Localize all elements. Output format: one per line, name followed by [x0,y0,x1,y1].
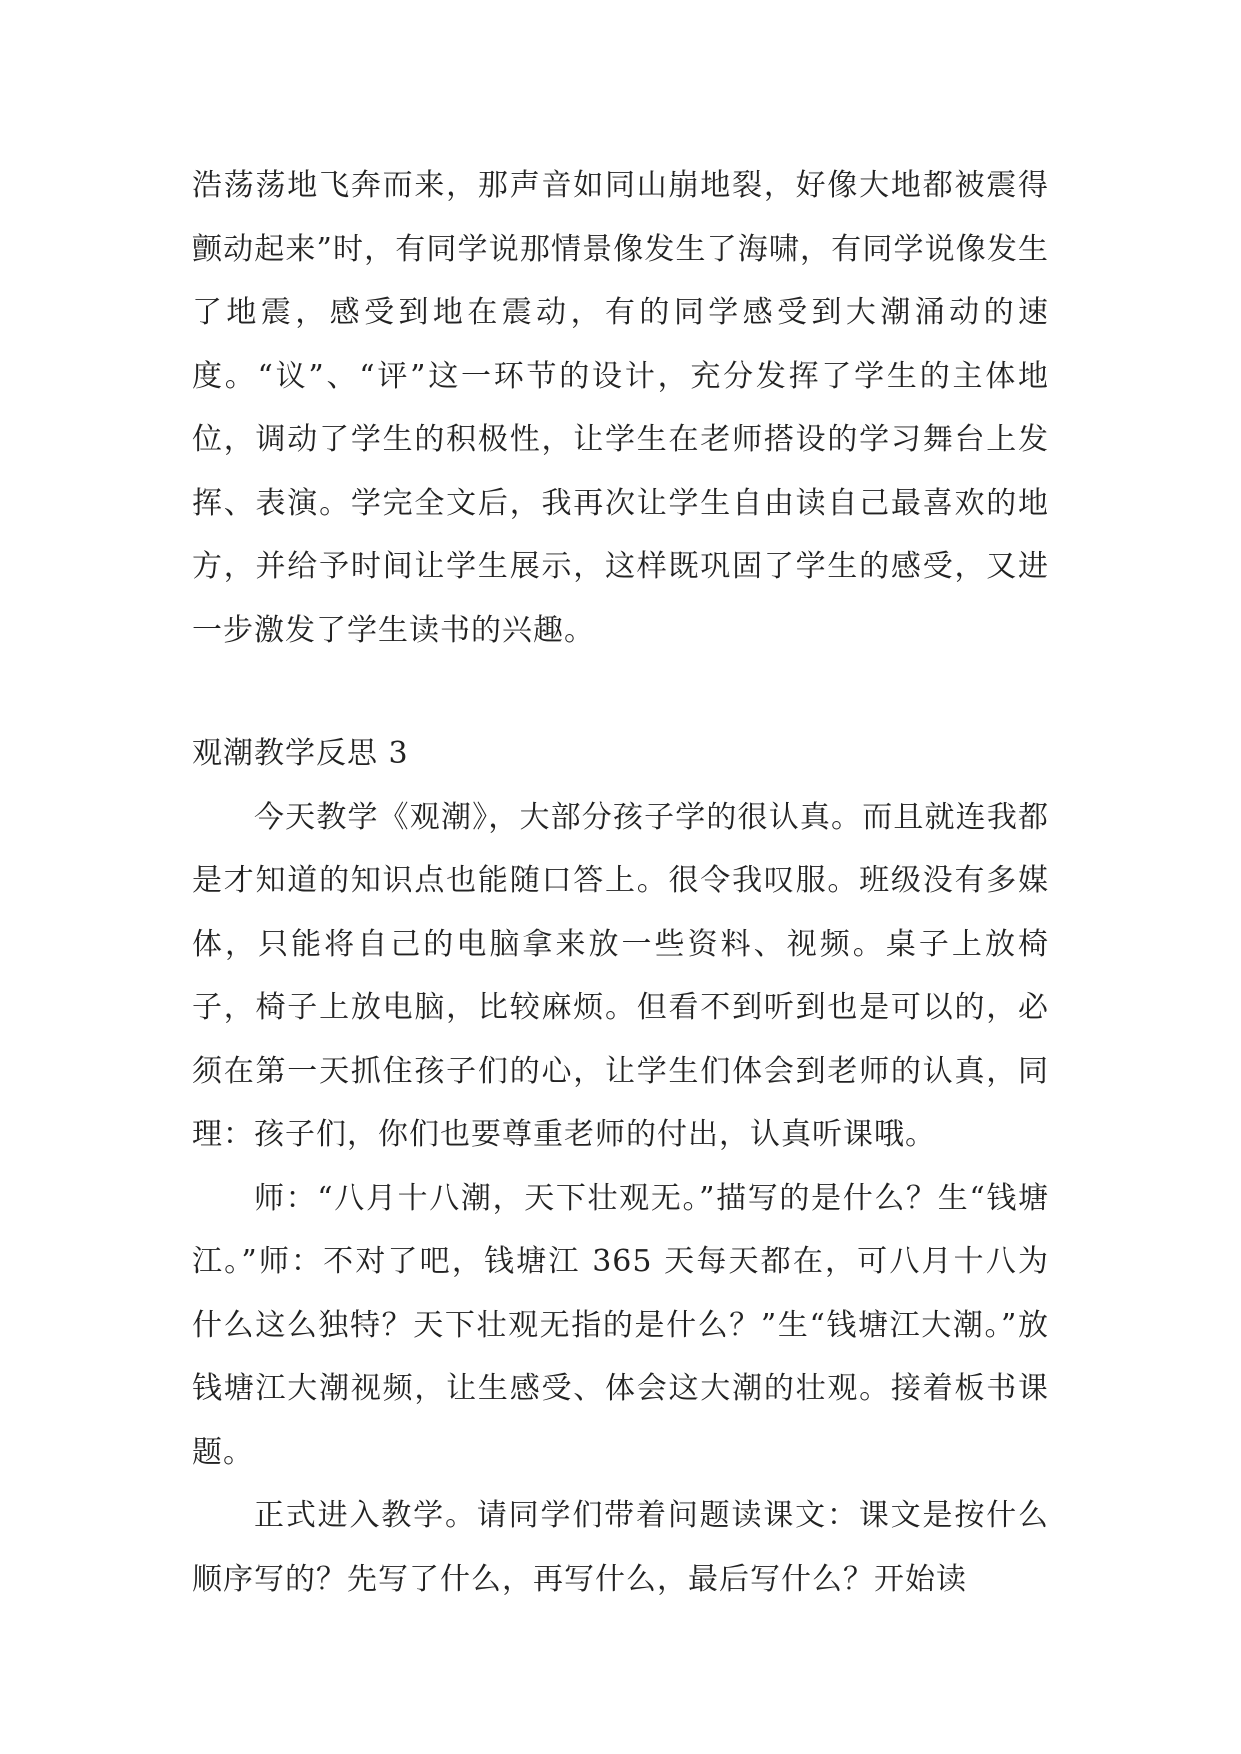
paragraph-continued: 浩荡荡地飞奔而来，那声音如同山崩地裂，好像大地都被震得颤动起来”时，有同学说那情景像发生了海啸，有同学说像发生了地震，感受到地在震动，有的同学感受到大潮涌动的速度。“议”、“评”这一环节的设计，充分发挥了学生的主体地位，调动了学生的积极性，让学生在老师搭设的学习舞台上发挥、表演。学完全文后，我再次让学生自由读自己最喜欢的地方，并给予时间让学生展示，这样既巩固了学生的感受，又进一步激发了学生读书的兴趣。 [192,168,1049,648]
paragraph: 今天教学《观潮》，大部分孩子学的很认真。而且就连我都是才知道的知识点也能随口答上。很令我叹服。班级没有多媒体，只能将自己的电脑拿来放一些资料、视频。桌子上放椅子，椅子上放电脑，比较麻烦。但看不到听到也是可以的，必须在第一天抓住孩子们的心，让学生们体会到老师的认真，同理：孩子们，你们也要尊重老师的付出，认真听课哦。 [192,799,1049,1152]
paragraph: 师：“八月十八潮，天下壮观无。”描写的是什么？生“钱塘江。”师：不对了吧，钱塘江 365 天每天都在，可八月十八为什么这么独特？天下壮观无指的是什么？”生“钱塘江大潮。”放钱塘江大潮视频，让生感受、体会这大潮的壮观。接着板书课题。 [192,1180,1049,1470]
paragraph: 正式进入教学。请同学们带着问题读课文：课文是按什么顺序写的？先写了什么，再写什么，最后写什么？开始读 [192,1498,1049,1597]
section-title: 观潮教学反思 3 [192,736,409,771]
document-body [192,154,1049,1611]
